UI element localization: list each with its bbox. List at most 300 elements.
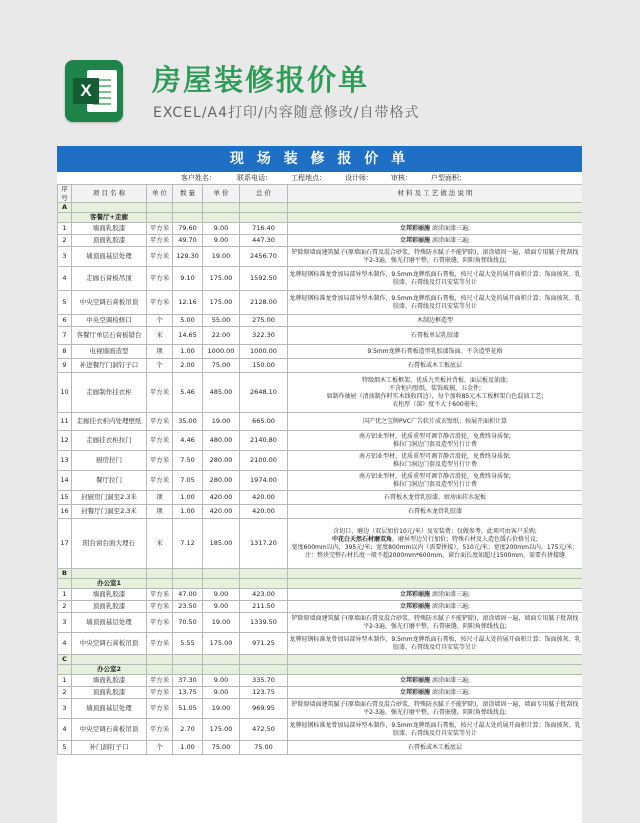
cell-description[interactable] — [288, 633, 583, 655]
page-title: 房屋装修报价单 — [152, 63, 370, 97]
col-header-name: 项 目 名 称 — [72, 185, 147, 203]
cell-empty[interactable] — [288, 213, 583, 223]
page-header — [0, 0, 640, 142]
cell-unit[interactable]: 平方米 — [147, 719, 173, 741]
cell-price[interactable]: 9.00 — [203, 601, 240, 613]
cell-description[interactable] — [288, 235, 583, 247]
cell-description[interactable] — [288, 327, 583, 345]
cell-description[interactable] — [288, 719, 583, 741]
cell-unit[interactable]: 平方米 — [147, 451, 173, 471]
cell-empty[interactable] — [173, 213, 203, 223]
cell-total[interactable]: 335.70 — [240, 675, 288, 687]
cell-empty[interactable] — [240, 213, 288, 223]
cell-price[interactable]: 280.00 — [203, 471, 240, 491]
description-text: 南方铝业型材，优质重型可调节静音滑轮，免费终身质保; 推拉门洞边门套及造型另行计费 — [358, 452, 512, 468]
cell-unit[interactable]: 平方米 — [147, 675, 173, 687]
description-text: 铲除原墙面建筑腻子(原墙面石膏及混合砂浆，特殊防水腻子不能铲除)，滚涂墙固一遍，墙面专用腻子批刮找平2-3遍，强光打磨平整，石膏嵌缝，阴阳角弹线找直; — [291, 700, 579, 716]
table-row — [58, 413, 583, 431]
info-customer-name: 客户姓名： — [181, 174, 216, 182]
cell-no[interactable]: 5 — [58, 291, 72, 315]
cell-item-name[interactable]: 顶面乳胶漆 — [72, 601, 147, 613]
description-text: 滚涂面漆三遍; — [430, 236, 470, 244]
table-row — [58, 471, 583, 491]
cell-no[interactable]: 13 — [58, 451, 72, 471]
cell-price[interactable]: 22.00 — [203, 327, 240, 345]
cell-description[interactable] — [288, 741, 583, 755]
cell-description[interactable] — [288, 431, 583, 451]
cell-item-name[interactable]: 补进餐厅门洞钉子口 — [72, 359, 147, 373]
cell-empty[interactable] — [240, 665, 288, 675]
cell-qty[interactable]: 70.50 — [173, 613, 203, 633]
cell-qty[interactable]: 37.30 — [173, 675, 203, 687]
cell-empty[interactable] — [203, 203, 240, 213]
cell-item-name[interactable]: 顶面乳胶漆 — [72, 687, 147, 699]
cell-total[interactable]: 1000.00 — [240, 345, 288, 359]
cell-empty[interactable] — [288, 569, 583, 579]
cell-empty[interactable] — [58, 665, 72, 675]
cell-empty[interactable] — [72, 655, 147, 665]
table-row — [58, 431, 583, 451]
cell-qty[interactable]: 51.05 — [173, 699, 203, 719]
sheet-banner: 现 场 装 修 报 价 单 — [57, 146, 582, 172]
cell-qty[interactable]: 49.70 — [173, 235, 203, 247]
cell-description[interactable] — [288, 687, 583, 699]
cell-price[interactable]: 75.00 — [203, 359, 240, 373]
cell-empty[interactable] — [203, 579, 240, 589]
cell-description[interactable] — [288, 471, 583, 491]
cell-description[interactable] — [288, 345, 583, 359]
cell-empty[interactable] — [288, 655, 583, 665]
cell-unit[interactable]: 平方米 — [147, 413, 173, 431]
cell-description[interactable] — [288, 291, 583, 315]
cell-description[interactable] — [288, 491, 583, 505]
cell-qty[interactable]: 1.00 — [173, 741, 203, 755]
cell-description[interactable] — [288, 373, 583, 413]
table-row — [58, 589, 583, 601]
cell-no[interactable]: 1 — [58, 675, 72, 687]
cell-no[interactable]: 7 — [58, 327, 72, 345]
cell-description[interactable] — [288, 413, 583, 431]
cell-total[interactable]: 420.00 — [240, 491, 288, 505]
cell-no[interactable]: 3 — [58, 699, 72, 719]
cell-price[interactable]: 75.00 — [203, 741, 240, 755]
cell-empty[interactable] — [147, 665, 173, 675]
cell-empty[interactable] — [147, 655, 173, 665]
cell-no[interactable]: 10 — [58, 373, 72, 413]
info-designer: 设计师： — [345, 174, 373, 182]
cell-price[interactable]: 480.00 — [203, 431, 240, 451]
cell-total[interactable]: 665.00 — [240, 413, 288, 431]
cell-unit[interactable]: 米 — [147, 327, 173, 345]
cell-item-name[interactable]: 中央空调石膏板吊顶 — [72, 719, 147, 741]
cell-empty[interactable] — [288, 203, 583, 213]
cell-description[interactable] — [288, 247, 583, 267]
cell-item-name[interactable]: 墙面乳胶漆 — [72, 675, 147, 687]
cell-unit[interactable]: 个 — [147, 315, 173, 327]
cell-qty[interactable]: 2.00 — [173, 359, 203, 373]
cell-description[interactable] — [288, 267, 583, 291]
cell-no[interactable]: 2 — [58, 601, 72, 613]
cell-unit[interactable]: 项 — [147, 505, 173, 519]
cell-item-name[interactable]: 墙面乳胶漆 — [72, 223, 147, 235]
cell-price[interactable]: 9.00 — [203, 675, 240, 687]
cell-description[interactable] — [288, 315, 583, 327]
cell-total[interactable]: 2100.00 — [240, 451, 288, 471]
cell-empty[interactable] — [288, 579, 583, 589]
description-text: 龙牌轻钢标准龙骨加局部异型木制作，9.5mm龙牌纸面石膏板，按尺寸最大处的展开面积计算；饰面披灰、乳胶漆、石膏线及灯具安装等另计 — [289, 294, 581, 310]
material-highlight: 中花白天然石材磨双角 — [331, 535, 392, 543]
cell-item-name[interactable]: 中央空调石膏板吊顶 — [72, 633, 147, 655]
cell-empty[interactable] — [203, 569, 240, 579]
cell-qty[interactable]: 4.46 — [173, 431, 203, 451]
info-reviewer: 审核： — [391, 174, 412, 182]
col-header-total: 总 价 — [240, 185, 288, 203]
cell-empty[interactable] — [147, 213, 173, 223]
cell-empty[interactable] — [173, 569, 203, 579]
description-text: 含切口、磨边（双层加价10元/米）及安装费；仅做参考，此项可由客户采购; — [333, 527, 537, 535]
cell-qty[interactable]: 12.16 — [173, 291, 203, 315]
table-row — [58, 613, 583, 633]
cell-unit[interactable]: 平方米 — [147, 291, 173, 315]
cell-price[interactable]: 175.00 — [203, 633, 240, 655]
col-header-price: 单 价 — [203, 185, 240, 203]
cell-qty[interactable]: 1.00 — [173, 491, 203, 505]
cell-price[interactable]: 9.00 — [203, 589, 240, 601]
cell-no[interactable]: 9 — [58, 359, 72, 373]
cell-total[interactable]: 2648.10 — [240, 373, 288, 413]
cell-qty[interactable]: 2.70 — [173, 719, 203, 741]
description-text: 南方铝业型材，优质重型可调节静音滑轮，免费终身质保; 推拉门洞边门套及造型另行计费 — [358, 432, 512, 448]
cell-item-name[interactable]: 中央空调检修口 — [72, 315, 147, 327]
cell-unit[interactable]: 平方米 — [147, 687, 173, 699]
cell-qty[interactable]: 5.55 — [173, 633, 203, 655]
cell-description[interactable] — [288, 675, 583, 687]
description-text: 石膏板或木工板底层 — [407, 743, 462, 751]
cell-description[interactable] — [288, 601, 583, 613]
cell-no[interactable]: 16 — [58, 505, 72, 519]
description-text: 国产优之宝牌PVC广告软片成衣壁纸；按展开面积计算 — [363, 417, 507, 425]
table-row — [58, 359, 583, 373]
cell-price[interactable]: 19.00 — [203, 247, 240, 267]
col-header-unit: 单 位 — [147, 185, 173, 203]
cell-qty[interactable]: 129.30 — [173, 247, 203, 267]
table-row — [58, 741, 583, 755]
cell-section-no[interactable]: A — [58, 203, 72, 213]
brand-label: 立邦彩丽施 — [400, 676, 431, 684]
cell-empty[interactable] — [203, 665, 240, 675]
cell-total[interactable]: 2128.00 — [240, 291, 288, 315]
cell-qty[interactable]: 47.00 — [173, 589, 203, 601]
cell-empty[interactable] — [240, 569, 288, 579]
cell-no[interactable]: 4 — [58, 267, 72, 291]
cell-item-name[interactable]: 中央空调石膏板吊顶 — [72, 291, 147, 315]
cell-qty[interactable]: 1.00 — [173, 345, 203, 359]
cell-unit[interactable]: 平方米 — [147, 589, 173, 601]
cell-total[interactable]: 447.30 — [240, 235, 288, 247]
subsection-row — [58, 213, 583, 223]
cell-total[interactable]: 1317.20 — [240, 519, 288, 569]
table-row — [58, 235, 583, 247]
cell-qty[interactable]: 9.10 — [173, 267, 203, 291]
table-row — [58, 505, 583, 519]
cell-empty[interactable] — [173, 579, 203, 589]
cell-no[interactable]: 8 — [58, 345, 72, 359]
cell-price[interactable]: 175.00 — [203, 291, 240, 315]
cell-no[interactable]: 3 — [58, 247, 72, 267]
table-body — [58, 203, 583, 755]
cell-total[interactable]: 211.50 — [240, 601, 288, 613]
brand-label: 立邦彩丽施 — [400, 590, 431, 598]
description-text: 铲除原墙面建筑腻子(原墙面石膏及混合砂浆，特殊防水腻子不能铲除)，滚涂墙固一遍，墙面专用腻子批刮找平2-3遍，强光打磨平整，石膏嵌缝，阴阳角弹线找直; — [291, 614, 579, 630]
col-header-no: 序号 — [58, 185, 72, 203]
cell-unit[interactable]: 平方米 — [147, 471, 173, 491]
cell-no[interactable]: 6 — [58, 315, 72, 327]
cell-empty[interactable] — [58, 579, 72, 589]
cell-item-name[interactable]: 墙面乳胶漆 — [72, 589, 147, 601]
cell-unit[interactable]: 平方米 — [147, 247, 173, 267]
cell-item-name[interactable]: 餐厅拉门 — [72, 471, 147, 491]
cell-price[interactable]: 1000.00 — [203, 345, 240, 359]
cell-item-name[interactable]: 封厨房门洞至2.3米 — [72, 491, 147, 505]
cell-total[interactable]: 420.00 — [240, 505, 288, 519]
section-row — [58, 569, 583, 579]
cell-qty[interactable]: 7.05 — [173, 471, 203, 491]
cell-total[interactable]: 1339.50 — [240, 613, 288, 633]
table-row — [58, 345, 583, 359]
cell-qty[interactable]: 5.46 — [173, 373, 203, 413]
cell-empty[interactable] — [58, 213, 72, 223]
cell-no[interactable]: 3 — [58, 613, 72, 633]
cell-no[interactable]: 4 — [58, 633, 72, 655]
cell-item-name[interactable]: 补门洞钉子口 — [72, 741, 147, 755]
table-row — [58, 719, 583, 741]
cell-item-name[interactable]: 墙顶面基层处理 — [72, 247, 147, 267]
cell-no[interactable]: 15 — [58, 491, 72, 505]
cell-total[interactable]: 716.40 — [240, 223, 288, 235]
cell-total[interactable]: 322.30 — [240, 327, 288, 345]
cell-item-name[interactable]: 走廊挂衣柜内处理壁纸 — [72, 413, 147, 431]
brand-label: 立邦彩丽施 — [400, 224, 431, 232]
description-text: 滚涂面漆三遍; — [430, 224, 470, 232]
cell-price[interactable]: 175.00 — [203, 719, 240, 741]
cell-description[interactable] — [288, 519, 583, 569]
table-row — [58, 315, 583, 327]
cell-empty[interactable] — [147, 203, 173, 213]
spreadsheet — [57, 146, 582, 823]
cell-empty[interactable] — [72, 569, 147, 579]
cell-no[interactable]: 4 — [58, 719, 72, 741]
description-text: 龙牌轻钢标准龙骨加局部异型木制作，9.5mm龙牌纸面石膏板，按尺寸最大处的展开面积计算；饰面披灰、乳胶漆、石膏线及灯具安装等另计 — [289, 635, 581, 651]
cell-item-name[interactable]: 走廊石膏板吊顶 — [72, 267, 147, 291]
cell-price[interactable]: 9.00 — [203, 687, 240, 699]
cell-no[interactable]: 2 — [58, 687, 72, 699]
cell-no[interactable]: 1 — [58, 223, 72, 235]
cell-qty[interactable]: 35.00 — [173, 413, 203, 431]
table-row — [58, 373, 583, 413]
table-row — [58, 451, 583, 471]
cell-unit[interactable]: 项 — [147, 491, 173, 505]
cell-description[interactable] — [288, 613, 583, 633]
cell-price[interactable]: 19.00 — [203, 413, 240, 431]
cell-unit[interactable]: 米 — [147, 519, 173, 569]
cell-qty[interactable]: 13.75 — [173, 687, 203, 699]
cell-unit[interactable]: 平方米 — [147, 373, 173, 413]
cell-price[interactable]: 420.00 — [203, 505, 240, 519]
cell-no[interactable]: 2 — [58, 235, 72, 247]
page-subtitle: EXCEL/A4打印/内容随意修改/自带格式 — [153, 105, 420, 121]
table-row — [58, 519, 583, 569]
cell-no[interactable]: 12 — [58, 431, 72, 451]
cell-unit[interactable]: 平方米 — [147, 223, 173, 235]
table-row — [58, 601, 583, 613]
info-site: 工程地点： — [291, 174, 326, 182]
cell-price[interactable]: 175.00 — [203, 267, 240, 291]
cell-unit[interactable]: 平方米 — [147, 235, 173, 247]
cell-empty[interactable] — [147, 569, 173, 579]
cell-total[interactable]: 423.00 — [240, 589, 288, 601]
cell-unit[interactable]: 项 — [147, 345, 173, 359]
cell-unit[interactable]: 个 — [147, 741, 173, 755]
cell-total[interactable]: 2140.80 — [240, 431, 288, 451]
cell-item-name[interactable]: 走廊挂衣柜拉门 — [72, 431, 147, 451]
cell-empty[interactable] — [203, 655, 240, 665]
cell-subsection-name[interactable]: 办公室2 — [72, 665, 147, 675]
cell-total[interactable]: 472.50 — [240, 719, 288, 741]
cell-price[interactable]: 185.00 — [203, 519, 240, 569]
cell-qty[interactable]: 7.50 — [173, 451, 203, 471]
cell-no[interactable]: 1 — [58, 589, 72, 601]
cell-no[interactable]: 14 — [58, 471, 72, 491]
description-text: 石膏板木龙骨乳胶漆，厨房面挂水泥板 — [383, 493, 486, 501]
cell-total[interactable]: 275.00 — [240, 315, 288, 327]
cell-empty[interactable] — [240, 579, 288, 589]
description-text: ，磨异型边另行加价；特殊石材及人造色缓石价格另议; 宽度600mm以内，395元/米；宽度800mm以内（需要拼接），510元/米；宽度200mm以内，175元/米；注：整块完整石材长度一般不超2000mm*600mm，窗台面长度如超过1500mm，需要有拼接缝 — [291, 535, 579, 559]
cell-unit[interactable]: 个 — [147, 359, 173, 373]
cell-subsection-name[interactable]: 办公室1 — [72, 579, 147, 589]
cell-subsection-name[interactable]: 客餐厅+走廊 — [72, 213, 147, 223]
cell-empty[interactable] — [240, 203, 288, 213]
cell-item-name[interactable]: 厨房拉门 — [72, 451, 147, 471]
cell-unit[interactable]: 平方米 — [147, 699, 173, 719]
table-row — [58, 491, 583, 505]
cell-price[interactable]: 19.00 — [203, 699, 240, 719]
cell-price[interactable]: 19.00 — [203, 613, 240, 633]
cell-price[interactable]: 9.00 — [203, 235, 240, 247]
cell-qty[interactable]: 7.12 — [173, 519, 203, 569]
cell-item-name[interactable]: 封餐厅门洞至2.3米 — [72, 505, 147, 519]
brand-label: 立邦彩丽施 — [400, 602, 431, 610]
cell-qty[interactable]: 1.00 — [173, 505, 203, 519]
cell-price[interactable]: 485.00 — [203, 373, 240, 413]
description-text: 石膏板单层乳胶漆 — [410, 331, 459, 339]
cell-total[interactable]: 971.25 — [240, 633, 288, 655]
cell-unit[interactable]: 平方米 — [147, 633, 173, 655]
cell-empty[interactable] — [173, 203, 203, 213]
cell-description[interactable] — [288, 359, 583, 373]
cell-item-name[interactable]: 顶面乳胶漆 — [72, 235, 147, 247]
cell-qty[interactable]: 79.60 — [173, 223, 203, 235]
cell-total[interactable]: 1592.50 — [240, 267, 288, 291]
cell-empty[interactable] — [147, 579, 173, 589]
cell-item-name[interactable]: 阳台窗台面大理石 — [72, 519, 147, 569]
cell-empty[interactable] — [240, 655, 288, 665]
cell-price[interactable]: 55.00 — [203, 315, 240, 327]
cell-item-name[interactable]: 墙顶面基层处理 — [72, 613, 147, 633]
cell-total[interactable]: 1974.00 — [240, 471, 288, 491]
cell-price[interactable]: 280.00 — [203, 451, 240, 471]
cell-price[interactable]: 9.00 — [203, 223, 240, 235]
table-row — [58, 699, 583, 719]
section-row — [58, 655, 583, 665]
description-text: 龙牌轻钢标准龙骨加局部异型木制作，9.5mm龙牌纸面石膏板，按尺寸最大处的展开面积计算；饰面披灰、乳胶漆、石膏线及灯具安装等另计 — [289, 270, 581, 286]
cell-item-name[interactable]: 走廊制作挂衣柜 — [72, 373, 147, 413]
cell-no[interactable]: 17 — [58, 519, 72, 569]
cell-empty[interactable] — [288, 665, 583, 675]
description-text: 9.5mm龙牌石膏板造型乳胶漆饰面、不含造型花格 — [367, 347, 503, 355]
description-text: 特级细木工板框架，优质九夹板衬背板，面层板及油漆; 不含柜内壁纸，装饰玻璃，五金件; 如制作抽屉（清油制作时实木线收四边），每个加收85元木工板框架白色混油工艺; 衣柜厚（深）度不大于600毫米; — [326, 376, 544, 408]
table-row — [58, 675, 583, 687]
cell-total[interactable]: 2456.70 — [240, 247, 288, 267]
excel-logo-icon — [65, 60, 123, 122]
cell-no[interactable]: 5 — [58, 741, 72, 755]
description-text: 南方铝业型材，优质重型可调节静音滑轮，免费终身质保; 推拉门洞边门套及造型另行计费 — [358, 472, 512, 488]
table-row — [58, 247, 583, 267]
cell-description[interactable] — [288, 589, 583, 601]
cell-unit[interactable]: 平方米 — [147, 613, 173, 633]
table-row — [58, 633, 583, 655]
cell-total[interactable]: 150.00 — [240, 359, 288, 373]
cell-unit[interactable]: 平方米 — [147, 601, 173, 613]
cell-section-no[interactable]: C — [58, 655, 72, 665]
description-text: 滚涂面漆三遍; — [430, 688, 470, 696]
cell-empty[interactable] — [173, 655, 203, 665]
cell-empty[interactable] — [173, 665, 203, 675]
cell-item-name[interactable]: 电视墙面造型 — [72, 345, 147, 359]
cell-empty[interactable] — [72, 203, 147, 213]
description-text: 石膏板或木工板底层 — [407, 361, 462, 369]
cell-description[interactable] — [288, 223, 583, 235]
cell-qty[interactable]: 14.65 — [173, 327, 203, 345]
description-text: 木制边框造型 — [416, 316, 453, 324]
cell-item-name[interactable]: 墙顶面基层处理 — [72, 699, 147, 719]
cell-total[interactable]: 969.95 — [240, 699, 288, 719]
cell-section-no[interactable]: B — [58, 569, 72, 579]
cell-empty[interactable] — [203, 213, 240, 223]
cell-description[interactable] — [288, 505, 583, 519]
brand-label: 立邦彩丽施 — [400, 688, 431, 696]
cell-description[interactable] — [288, 699, 583, 719]
col-header-desc: 材 料 及 工 艺 做 法 说 明 — [288, 185, 583, 203]
cell-unit[interactable]: 平方米 — [147, 431, 173, 451]
table-header-row — [58, 185, 583, 203]
cell-total[interactable]: 123.75 — [240, 687, 288, 699]
cell-qty[interactable]: 23.50 — [173, 601, 203, 613]
cell-item-name[interactable]: 客餐厅单层石膏板错台 — [72, 327, 147, 345]
cell-unit[interactable]: 平方米 — [147, 267, 173, 291]
table-row — [58, 223, 583, 235]
description-text: 滚涂面漆三遍; — [430, 602, 470, 610]
cell-qty[interactable]: 5.00 — [173, 315, 203, 327]
excel-x-icon: X — [73, 78, 99, 104]
cell-description[interactable] — [288, 451, 583, 471]
cell-price[interactable]: 420.00 — [203, 491, 240, 505]
cell-total[interactable]: 75.00 — [240, 741, 288, 755]
table-row — [58, 267, 583, 291]
brand-label: 立邦彩丽施 — [400, 236, 431, 244]
table-row — [58, 327, 583, 345]
description-text: 龙牌轻钢标准龙骨加局部异型木制作，9.5mm龙牌纸面石膏板，按尺寸最大处的展开面积计算；饰面披灰、乳胶漆、石膏线及灯具安装等另计 — [289, 721, 581, 737]
cell-no[interactable]: 11 — [58, 413, 72, 431]
